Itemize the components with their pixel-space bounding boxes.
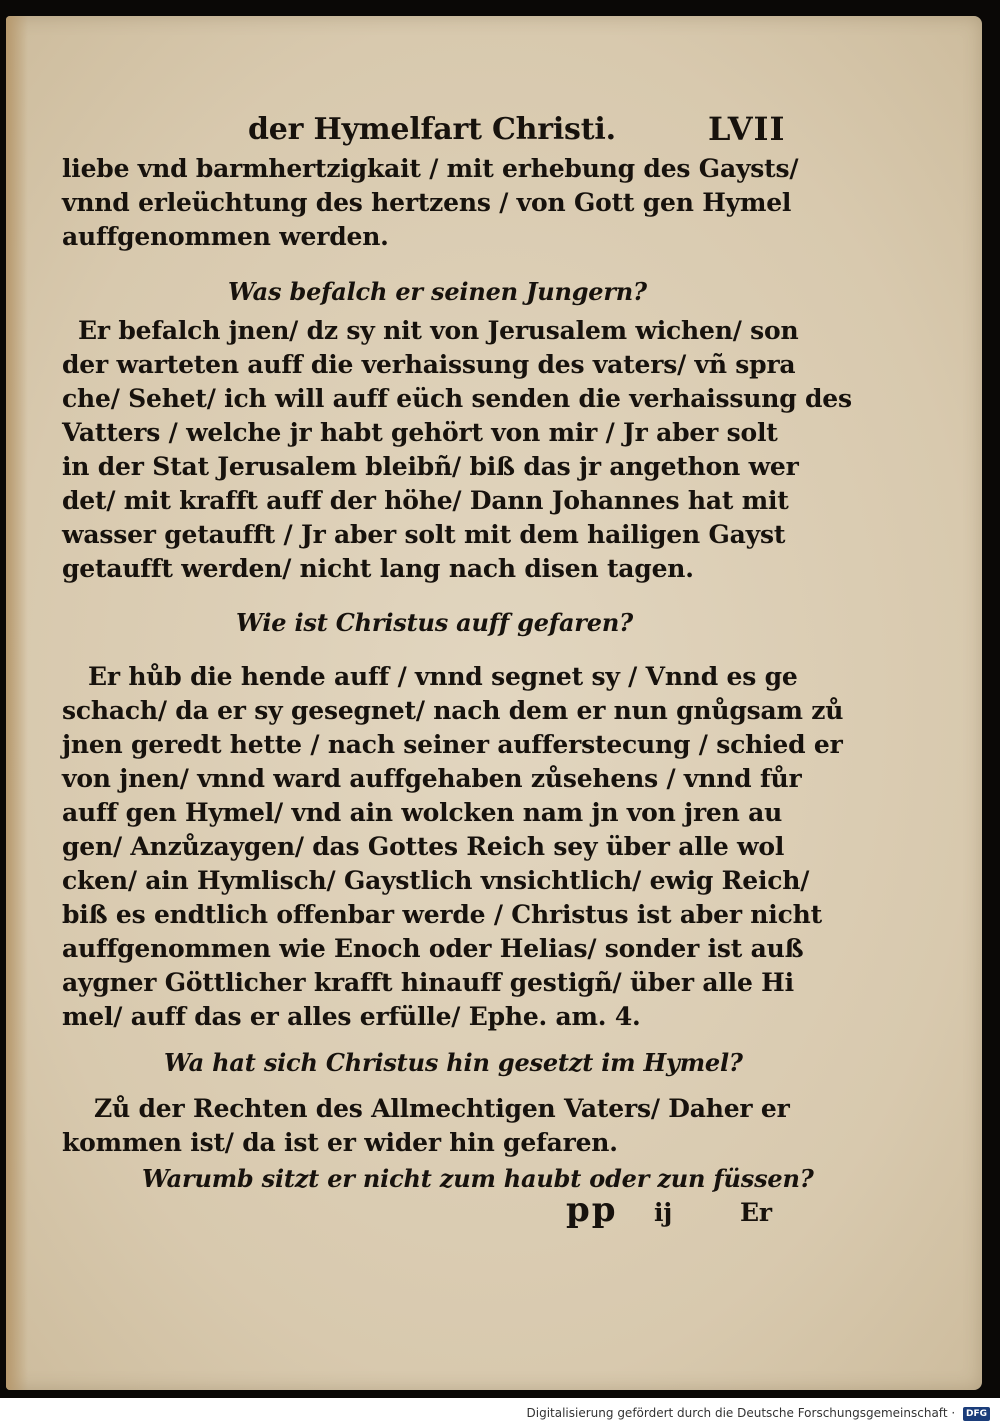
text-line: jnen geredt hette / nach seiner aufferstecung / schied er: [62, 730, 843, 759]
text-line: in der Stat Jerusalem bleibñ/ biß das jr angethon wer: [62, 452, 799, 481]
text-line: vnnd erleüchtung des hertzens / von Gott gen Hymel: [62, 188, 792, 217]
running-title: der Hymelfart Christi.: [248, 112, 616, 147]
signature-number: ij: [654, 1198, 673, 1227]
text-line: auff gen Hymel/ vnd ain wolcken nam jn von jren au: [62, 798, 783, 827]
text-line: kommen ist/ da ist er wider hin gefaren.: [62, 1128, 618, 1157]
text-line: det/ mit krafft auff der höhe/ Dann Johannes hat mit: [62, 486, 789, 515]
text-line: Er befalch jnen/ dz sy nit von Jerusalem wichen/ son: [78, 316, 799, 345]
question-heading: Wie ist Christus auff gefaren?: [236, 608, 633, 637]
text-line: che/ Sehet/ ich will auff eüch senden die verhaissung des: [62, 384, 852, 413]
catchword: Er: [740, 1198, 772, 1227]
signature-mark: pp: [566, 1190, 618, 1230]
question-heading: Wa hat sich Christus hin gesetzt im Hymel?: [164, 1048, 743, 1077]
text-line: wasser getaufft / Jr aber solt mit dem hailigen Gayst: [62, 520, 786, 549]
text-line: von jnen/ vnnd ward auffgehaben zůsehens / vnnd fůr: [62, 764, 802, 793]
question-heading: Was befalch er seinen Jungern?: [228, 277, 647, 306]
question-heading: Warumb sitzt er nicht zum haubt oder zun füssen?: [142, 1164, 814, 1193]
text-line: cken/ ain Hymlisch/ Gaystlich vnsichtlich/ ewig Reich/: [62, 866, 810, 895]
dfg-logo: DFG: [963, 1407, 990, 1421]
text-line: der warteten auff die verhaissung des vaters/ vñ spra: [62, 350, 796, 379]
digitization-credit: [0, 1398, 1000, 1428]
text-line: mel/ auff das er alles erfülle/ Ephe. am. 4.: [62, 1002, 641, 1031]
text-line: getaufft werden/ nicht lang nach disen tagen.: [62, 554, 694, 583]
text-line: auffgenommen werden.: [62, 222, 389, 251]
text-line: biß es endtlich offenbar werde / Christus ist aber nicht: [62, 900, 822, 929]
text-line: schach/ da er sy gesegnet/ nach dem er nun gnůgsam zů: [62, 696, 844, 725]
text-line: Er hůb die hende auff / vnnd segnet sy / Vnnd es ge: [88, 662, 798, 691]
text-line: Vatters / welche jr habt gehört von mir / Jr aber solt: [62, 418, 778, 447]
text-line: gen/ Anzůzaygen/ das Gottes Reich sey über alle wol: [62, 832, 785, 861]
text-line: liebe vnd barmhertzigkait / mit erhebung des Gaysts/: [62, 154, 799, 183]
text-line: auffgenommen wie Enoch oder Helias/ sonder ist auß: [62, 934, 804, 963]
credit-text: Digitalisierung gefördert durch die Deutsche Forschungsgemeinschaft ·: [526, 1406, 956, 1420]
text-line: aygner Göttlicher krafft hinauff gestigñ/ über alle Hi: [62, 968, 794, 997]
text-line: Zů der Rechten des Allmechtigen Vaters/ Daher er: [94, 1094, 790, 1123]
folio-number: LVII: [708, 110, 786, 148]
